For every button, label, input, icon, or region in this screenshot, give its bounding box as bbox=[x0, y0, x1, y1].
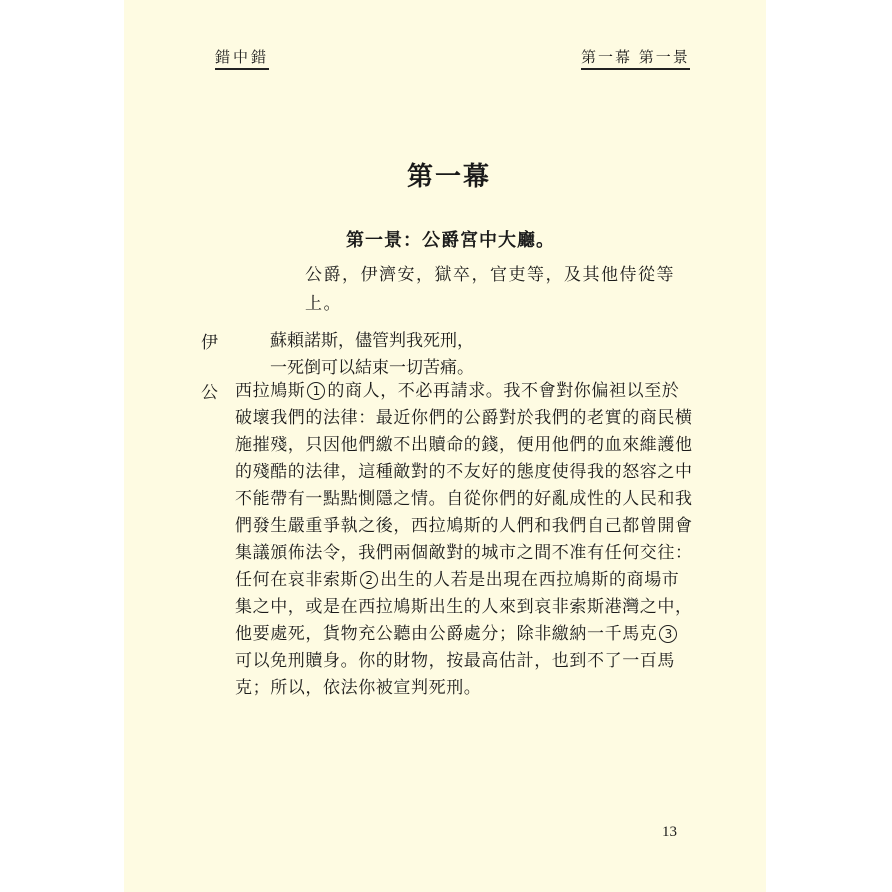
speech-line bbox=[235, 378, 693, 405]
stage-direction bbox=[305, 261, 705, 319]
speech-line: 施摧殘，只因他們繳不出贖命的錢，便用他們的血來維護他 bbox=[235, 435, 693, 455]
speech-line-segment: 的商人，不必再請求。我不會對你偏袒以至於 bbox=[327, 381, 680, 401]
running-header-section: 第一幕 第一景 bbox=[581, 46, 690, 70]
footnote-marker: 2 bbox=[360, 571, 378, 589]
page-number: 13 bbox=[662, 824, 677, 840]
speech-line: 可以免刑贖身。你的財物，按最高估計，也到不了一百馬 bbox=[235, 651, 675, 671]
speaker-label: 伊 bbox=[201, 333, 218, 353]
footnote-marker: 3 bbox=[659, 625, 677, 643]
speech-text bbox=[270, 328, 474, 382]
stage-direction-line: 公爵，伊濟安，獄卒，官吏等，及其他侍從等 bbox=[305, 265, 675, 285]
act-title: 第一幕 bbox=[406, 162, 491, 192]
footnote-marker: 1 bbox=[307, 382, 325, 400]
speech-line bbox=[235, 567, 693, 594]
speech-line: 的殘酷的法律，這種敵對的不友好的態度使得我的怒容之中 bbox=[235, 462, 693, 482]
speech-text bbox=[235, 378, 693, 702]
speech-line-segment: 任何在哀非索斯 bbox=[235, 570, 359, 590]
speech-line: 蘇頼諾斯，儘管判我死刑， bbox=[270, 331, 474, 351]
stage-direction-line: 上。 bbox=[305, 294, 342, 314]
speech-line-segment: 出生的人若是出現在西拉鳩斯的商場市 bbox=[380, 570, 680, 590]
speech-line: 一死倒可以結束一切苦痛。 bbox=[270, 358, 474, 378]
speech-line: 集議頒佈法令，我們兩個敵對的城市之間不准有任何交往： bbox=[235, 543, 693, 563]
book-page bbox=[124, 0, 766, 892]
speech-line bbox=[235, 621, 693, 648]
speech-line: 集之中，或是在西拉鳩斯出生的人來到哀非索斯港灣之中， bbox=[235, 597, 693, 617]
speaker-label: 公 bbox=[201, 383, 218, 403]
speech-line: 不能帶有一點點惻隱之情。自從你們的好亂成性的人民和我 bbox=[235, 489, 693, 509]
speech-line: 們發生嚴重爭執之後，西拉鳩斯的人們和我們自己都曾開會 bbox=[235, 516, 693, 536]
running-header-book-title: 錯中錯 bbox=[215, 46, 269, 70]
speech-line: 克；所以，依法你被宣判死刑。 bbox=[235, 678, 482, 698]
speech-line: 破壞我們的法律：最近你們的公爵對於我們的老實的商民横 bbox=[235, 408, 693, 428]
speech-line-segment: 他要處死，貨物充公聽由公爵處分；除非繳納一千馬克 bbox=[235, 624, 658, 644]
scene-title: 第一景：公爵宮中大廳。 bbox=[346, 230, 555, 251]
speech-line-segment: 西拉鳩斯 bbox=[235, 381, 306, 401]
